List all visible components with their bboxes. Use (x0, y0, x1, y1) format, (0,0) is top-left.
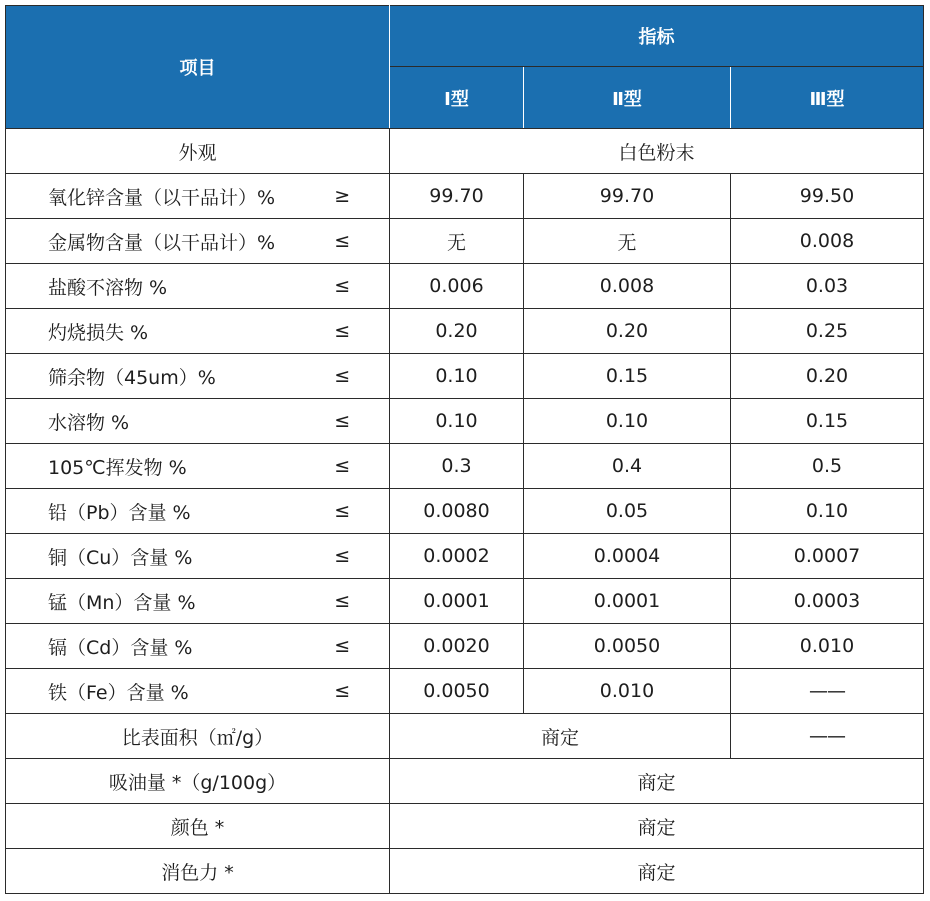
row-value: 商定 (390, 849, 924, 894)
row-comparator: ≤ (296, 264, 390, 309)
row-name: 外观 (6, 129, 390, 174)
row-comparator: ≥ (296, 174, 390, 219)
row-name: 消色力 * (6, 849, 390, 894)
table-row (6, 714, 924, 759)
row-value-type-2: 0.20 (524, 309, 731, 354)
row-value-type-1: 0.10 (390, 399, 524, 444)
row-value-type-1: 无 (390, 219, 524, 264)
row-value-type-1: 0.0020 (390, 624, 524, 669)
row-value-type-1: 0.10 (390, 354, 524, 399)
row-value-type-3: 0.008 (731, 219, 924, 264)
row-value-type-2: 0.0050 (524, 624, 731, 669)
row-value-type-2: 0.05 (524, 489, 731, 534)
row-value-type-2: 无 (524, 219, 731, 264)
row-comparator: ≤ (296, 624, 390, 669)
row-name: 铁（Fe）含量 % (6, 669, 296, 714)
row-value-type-1: 0.3 (390, 444, 524, 489)
row-name: 颜色 * (6, 804, 390, 849)
row-name: 比表面积（㎡/g） (6, 714, 390, 759)
row-name: 吸油量 *（g/100g） (6, 759, 390, 804)
row-value-type-1: 0.20 (390, 309, 524, 354)
row-name: 105℃挥发物 % (6, 444, 296, 489)
row-name: 锰（Mn）含量 % (6, 579, 296, 624)
table-row (6, 669, 924, 714)
row-value: 商定 (390, 804, 924, 849)
row-value-type-3: 0.5 (731, 444, 924, 489)
row-comparator: ≤ (296, 534, 390, 579)
row-value-type-2: 0.0001 (524, 579, 731, 624)
row-value-type-2: 99.70 (524, 174, 731, 219)
table-row (6, 579, 924, 624)
spec-table (5, 5, 924, 894)
table-row (6, 309, 924, 354)
row-comparator: ≤ (296, 399, 390, 444)
table-row (6, 354, 924, 399)
table-row (6, 849, 924, 894)
row-value-type-1: 0.006 (390, 264, 524, 309)
table-row (6, 219, 924, 264)
row-name: 氧化锌含量（以干品计）% (6, 174, 296, 219)
row-value-type-1-2: 商定 (390, 714, 731, 759)
table-row (6, 624, 924, 669)
row-name: 金属物含量（以干品计）% (6, 219, 296, 264)
row-value-type-3: 0.0007 (731, 534, 924, 579)
header-type-2: Ⅱ型 (524, 67, 731, 129)
row-comparator: ≤ (296, 579, 390, 624)
row-value-type-1: 0.0001 (390, 579, 524, 624)
row-comparator: ≤ (296, 489, 390, 534)
table-row (6, 489, 924, 534)
row-value-type-2: 0.008 (524, 264, 731, 309)
row-value-type-3: 0.25 (731, 309, 924, 354)
row-value-type-2: 0.10 (524, 399, 731, 444)
row-value-type-1: 99.70 (390, 174, 524, 219)
row-name: 盐酸不溶物 % (6, 264, 296, 309)
table-row (6, 534, 924, 579)
row-value-type-3: —— (731, 669, 924, 714)
row-value-type-1: 0.0002 (390, 534, 524, 579)
row-comparator: ≤ (296, 219, 390, 264)
row-name: 筛余物（45um）% (6, 354, 296, 399)
table-row (6, 264, 924, 309)
row-value-type-2: 0.010 (524, 669, 731, 714)
row-comparator: ≤ (296, 669, 390, 714)
table-row (6, 444, 924, 489)
row-value-type-3: —— (731, 714, 924, 759)
row-value-type-3: 0.20 (731, 354, 924, 399)
row-value-type-3: 0.15 (731, 399, 924, 444)
table-row (6, 399, 924, 444)
row-value-type-2: 0.15 (524, 354, 731, 399)
row-name: 铅（Pb）含量 % (6, 489, 296, 534)
row-value-type-1: 0.0080 (390, 489, 524, 534)
table-row (6, 129, 924, 174)
row-comparator: ≤ (296, 309, 390, 354)
row-value-type-3: 0.0003 (731, 579, 924, 624)
row-name: 镉（Cd）含量 % (6, 624, 296, 669)
header-item: 项目 (6, 6, 390, 129)
row-value-type-1: 0.0050 (390, 669, 524, 714)
header-indicator: 指标 (390, 6, 924, 67)
row-name: 铜（Cu）含量 % (6, 534, 296, 579)
row-value: 商定 (390, 759, 924, 804)
row-name: 灼烧损失 % (6, 309, 296, 354)
row-value-type-3: 99.50 (731, 174, 924, 219)
row-value: 白色粉末 (390, 129, 924, 174)
row-comparator: ≤ (296, 354, 390, 399)
row-name: 水溶物 % (6, 399, 296, 444)
row-value-type-3: 0.10 (731, 489, 924, 534)
row-value-type-3: 0.03 (731, 264, 924, 309)
header-type-1: Ⅰ型 (390, 67, 524, 129)
row-value-type-3: 0.010 (731, 624, 924, 669)
row-value-type-2: 0.0004 (524, 534, 731, 579)
row-comparator: ≤ (296, 444, 390, 489)
table-row (6, 804, 924, 849)
table-row (6, 759, 924, 804)
table-row (6, 174, 924, 219)
header-type-3: Ⅲ型 (731, 67, 924, 129)
row-value-type-2: 0.4 (524, 444, 731, 489)
